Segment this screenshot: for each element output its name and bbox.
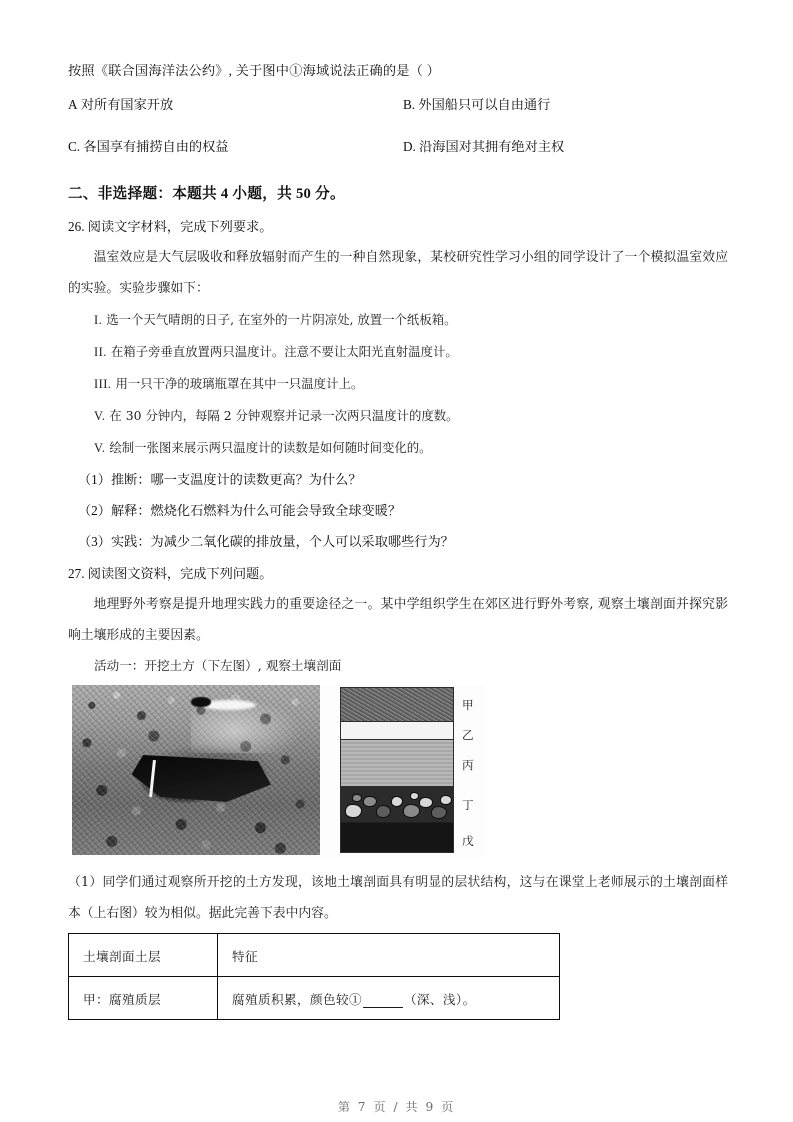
option-c[interactable] bbox=[68, 138, 228, 156]
option-b-text: 外国船只可以自由通行 bbox=[418, 97, 551, 112]
soil-layer-bing bbox=[341, 740, 453, 786]
experiment-step-5-text: 绘制一张图来展示两只温度计的读数是如何随时间变化的。 bbox=[109, 440, 432, 455]
option-c-letter: C. bbox=[68, 139, 81, 154]
experiment-step-5-num: V. bbox=[94, 441, 106, 455]
page-content bbox=[68, 56, 728, 1020]
experiment-step-1-num: I. bbox=[94, 313, 103, 327]
experiment-step-1-text: 选一个天气晴朗的日子, 在室外的一片阴凉处, 放置一个纸板箱。 bbox=[106, 312, 457, 327]
option-a-letter: A bbox=[68, 97, 78, 112]
soil-layer-yi bbox=[341, 721, 453, 741]
answer-blank-1[interactable] bbox=[363, 995, 403, 1008]
option-d-text: 沿海国对其拥有绝对主权 bbox=[419, 139, 565, 154]
experiment-step-4-num: V. bbox=[94, 409, 106, 423]
table-row bbox=[69, 977, 560, 1020]
soil-figure bbox=[72, 685, 486, 857]
question-27-head: 27. 阅读图文资料，完成下列问题。 bbox=[68, 566, 273, 581]
option-b[interactable] bbox=[403, 96, 550, 114]
soil-profile-diagram bbox=[340, 685, 486, 855]
table-header-layer: 土壤剖面土层 bbox=[69, 934, 218, 977]
option-d[interactable] bbox=[403, 138, 564, 156]
table-row-header bbox=[69, 934, 560, 977]
table-cell-feature-jia bbox=[218, 977, 560, 1020]
table-cell-layer-jia: 甲：腐殖质层 bbox=[69, 977, 218, 1020]
question-25-options bbox=[68, 88, 728, 172]
section-2-heading: 二、非选择题：本题共 4 小题，共 50 分。 bbox=[68, 186, 345, 202]
experiment-step-1 bbox=[94, 304, 728, 336]
question-26-sub-3: （3）实践：为减少二氧化碳的排放量，个人可以采取哪些行为？ bbox=[78, 534, 454, 549]
option-a-text: 对所有国家开放 bbox=[80, 97, 174, 112]
excavated-soil-pit-photo bbox=[72, 685, 320, 855]
soil-layer-ding bbox=[341, 786, 453, 822]
soil-label-yi: 乙 bbox=[462, 728, 474, 742]
experiment-step-2-num: II. bbox=[94, 345, 107, 359]
soil-label-jia: 甲 bbox=[462, 698, 474, 712]
soil-label-wu: 戊 bbox=[462, 834, 474, 848]
experiment-step-2-text: 在箱子旁垂直放置两只温度计。注意不要让太阳光直射温度计。 bbox=[110, 344, 458, 359]
experiment-step-5 bbox=[94, 432, 728, 464]
experiment-step-2 bbox=[94, 336, 728, 368]
feature-text-after: （深、浅）。 bbox=[403, 991, 476, 1007]
experiment-step-4-text: 在 30 分钟内，每隔 2 分钟观察并记录一次两只温度计的度数。 bbox=[109, 408, 459, 423]
question-27-sub-1: （1）同学们通过观察所开挖的土方发现，该地土壤剖面具有明显的层状结构，这与在课堂上老师展示的土壤剖面样本（上右图）较为相似。据此完善下表中内容。 bbox=[68, 875, 728, 921]
question-27-activity-label: 活动一：开挖土方（下左图）, 观察土壤剖面 bbox=[94, 658, 342, 673]
table-header-feature: 特征 bbox=[218, 934, 560, 977]
option-a[interactable] bbox=[68, 96, 173, 114]
option-b-letter: B. bbox=[403, 97, 416, 112]
option-d-letter: D. bbox=[403, 139, 416, 154]
soil-label-bing: 丙 bbox=[462, 758, 474, 772]
experiment-step-3-text: 用一只干净的玻璃瓶罩在其中一只温度计上。 bbox=[115, 376, 364, 391]
photo-dark-clod bbox=[191, 697, 211, 707]
question-26-sub-1: （1）推断：哪一支温度计的读数更高？为什么？ bbox=[78, 472, 362, 487]
soil-layer-wu bbox=[341, 822, 453, 853]
soil-characteristics-table bbox=[68, 933, 560, 1020]
soil-layer-jia bbox=[341, 688, 453, 721]
soil-table-wrap bbox=[68, 933, 728, 1020]
experiment-step-3 bbox=[94, 368, 728, 400]
soil-profile-column bbox=[340, 687, 454, 853]
question-26-sub-2: （2）解释：燃烧化石燃料为什么可能会导致全球变暖？ bbox=[78, 503, 402, 518]
page-footer: 第 7 页 / 共 9 页 bbox=[337, 1100, 456, 1114]
soil-profile-labels bbox=[460, 687, 484, 853]
feature-text-before: 腐殖质积累，颜色较① bbox=[232, 991, 362, 1007]
question-25-stem: 按照《联合国海洋法公约》, 关于图中①海域说法正确的是（ ） bbox=[68, 63, 440, 78]
question-26-intro: 温室效应是大气层吸收和释放辐射而产生的一种自然现象，某校研究性学习小组的同学设计了一个模拟温室效应的实验。实验步骤如下： bbox=[68, 250, 728, 296]
question-27-intro: 地理野外考察是提升地理实践力的重要途径之一。某中学组织学生在郊区进行野外考察, 观察土壤剖面并探究影响土壤形成的主要因素。 bbox=[68, 597, 728, 643]
experiment-step-3-num: III. bbox=[94, 377, 112, 391]
soil-label-ding: 丁 bbox=[462, 798, 474, 812]
question-26-head: 26. 阅读文字材料，完成下列要求。 bbox=[68, 219, 273, 234]
option-c-text: 各国享有捕捞自由的权益 bbox=[83, 139, 229, 154]
experiment-step-4 bbox=[94, 400, 728, 432]
